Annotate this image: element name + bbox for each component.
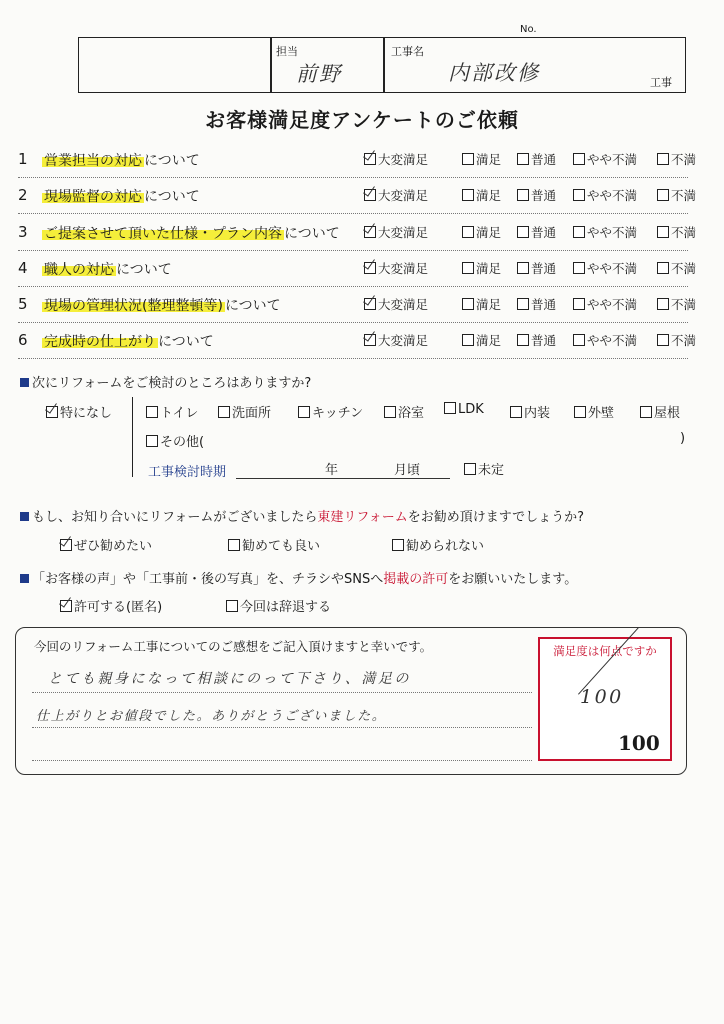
question-highlight: 完成時の仕上がり — [44, 334, 156, 350]
survey-title: お客様満足度アンケートのご依頼 — [205, 108, 519, 132]
reform-item-label: 浴室 — [398, 406, 425, 421]
rating-option-label: やや不満 — [587, 225, 638, 240]
no-label: No. — [520, 24, 537, 35]
rating-option-label: やや不満 — [587, 188, 638, 203]
reform-item-option[interactable] — [146, 402, 198, 421]
rating-option-label: 満足 — [476, 261, 502, 276]
recommend-option-label: 勧めても良い — [242, 539, 321, 554]
question-number: 3 — [18, 223, 28, 241]
rating-option[interactable] — [517, 186, 556, 204]
rating-option[interactable] — [364, 150, 428, 168]
vertical-divider — [132, 397, 133, 477]
rating-option[interactable] — [517, 295, 556, 313]
comment-line — [32, 727, 532, 728]
checkbox-icon — [574, 406, 586, 418]
question-number: 5 — [18, 295, 28, 313]
checkbox-icon — [298, 406, 310, 418]
checkbox-icon — [392, 539, 404, 551]
rating-option[interactable] — [517, 331, 556, 349]
question-row — [16, 251, 697, 287]
checkbox-icon — [384, 406, 396, 418]
checkbox-icon — [364, 153, 376, 165]
checkbox-icon — [510, 406, 522, 418]
reform-item-option[interactable] — [384, 402, 424, 421]
question-text — [42, 186, 200, 206]
reform-question — [20, 372, 311, 391]
question-text — [42, 259, 172, 279]
checkbox-icon — [218, 406, 230, 418]
rating-option-label: 大変満足 — [378, 333, 429, 348]
tanto-label: 担当 — [276, 45, 298, 58]
question-row — [16, 215, 697, 251]
reform-question-text: 次にリフォームをご検討のところはありますか? — [32, 376, 312, 391]
permission-part1: 「お客様の声」や「工事前・後の写真」を、チラシやSNSへ — [32, 572, 384, 587]
section-square-icon — [20, 378, 29, 387]
koji-label: 工事名 — [391, 45, 424, 58]
question-number: 2 — [18, 186, 28, 204]
checkbox-icon — [364, 334, 376, 346]
koji-value: 内部改修 — [448, 61, 540, 85]
reform-item-label: トイレ — [160, 406, 199, 421]
reform-other-label: その他( — [160, 435, 205, 450]
rating-option-label: 普通 — [531, 333, 557, 348]
reform-item-label: 屋根 — [654, 406, 681, 421]
question-text — [42, 295, 281, 315]
recommend-option[interactable] — [228, 535, 320, 554]
reform-item-option[interactable] — [574, 402, 614, 421]
question-suffix: について — [144, 153, 200, 169]
row-divider — [18, 213, 688, 214]
reform-none-label: 特になし — [60, 406, 113, 421]
checkbox-icon — [146, 435, 158, 447]
checkbox-icon — [640, 406, 652, 418]
recommend-prefix: もし、お知り合いにリフォームがございましたら — [32, 510, 318, 525]
checkbox-icon — [462, 153, 474, 165]
reform-item-option[interactable] — [640, 402, 680, 421]
rating-option[interactable] — [364, 295, 428, 313]
question-highlight: 職人の対応 — [44, 262, 114, 278]
rating-option-label: 普通 — [531, 225, 557, 240]
rating-option[interactable] — [573, 295, 637, 313]
rating-option[interactable] — [573, 259, 637, 277]
permission-option-label: 許可する(匿名) — [74, 600, 163, 615]
question-highlight: 現場監督の対応 — [44, 189, 142, 205]
reform-other-option[interactable] — [146, 431, 204, 450]
reform-item-label: キッチン — [312, 406, 364, 421]
rating-option-label: 満足 — [476, 152, 502, 167]
rating-option-label: 大変満足 — [378, 152, 429, 167]
permission-question — [20, 568, 577, 587]
reform-item-label: 外壁 — [588, 406, 615, 421]
score-max: 100 — [618, 731, 660, 755]
checkbox-icon — [657, 262, 669, 274]
rating-option-label: 不満 — [671, 225, 697, 240]
score-label: 満足度は何点ですか — [553, 644, 657, 658]
question-suffix: について — [116, 262, 172, 278]
question-number: 4 — [18, 259, 28, 277]
rating-option[interactable] — [657, 186, 696, 204]
header-divider — [383, 37, 385, 93]
rating-option[interactable] — [364, 331, 428, 349]
reform-item-option[interactable] — [510, 402, 550, 421]
rating-option[interactable] — [517, 259, 556, 277]
permission-option[interactable] — [226, 596, 331, 615]
checkbox-icon — [573, 153, 585, 165]
checkbox-icon — [517, 298, 529, 310]
reform-item-option[interactable] — [218, 402, 271, 421]
timing-underline — [236, 478, 450, 479]
question-number: 6 — [18, 331, 28, 349]
checkbox-icon — [228, 539, 240, 551]
question-highlight: 現場の管理状況(整理整頓等) — [44, 298, 223, 314]
rating-option[interactable] — [462, 331, 501, 349]
comment-text-line1: とても親身になって相談にのって下さり、満足の — [48, 671, 411, 687]
rating-option-label: 大変満足 — [378, 225, 429, 240]
checkbox-icon — [462, 226, 474, 238]
header-box — [78, 37, 686, 93]
rating-option[interactable] — [573, 150, 637, 168]
rating-option-label: 満足 — [476, 188, 502, 203]
rating-option-label: 普通 — [531, 297, 557, 312]
comment-text-line2: 仕上がりとお値段でした。ありがとうございました。 — [36, 709, 387, 724]
rating-option-label: 普通 — [531, 152, 557, 167]
recommend-option[interactable] — [60, 535, 152, 554]
rating-option[interactable] — [657, 331, 696, 349]
section-square-icon — [20, 512, 29, 521]
recommend-suffix: をお勧め頂けますでしょうか? — [407, 510, 585, 525]
question-row — [16, 178, 697, 214]
question-row — [16, 323, 697, 359]
rating-option-label: 不満 — [671, 261, 697, 276]
rating-option[interactable] — [657, 259, 696, 277]
checkbox-icon — [517, 226, 529, 238]
permission-option[interactable] — [60, 596, 162, 615]
checkbox-icon — [573, 334, 585, 346]
checkbox-icon — [146, 406, 158, 418]
checkbox-icon — [517, 262, 529, 274]
section-square-icon — [20, 574, 29, 583]
checkbox-icon — [657, 298, 669, 310]
rating-option[interactable] — [462, 295, 501, 313]
question-suffix: について — [224, 298, 281, 314]
checkbox-icon — [364, 189, 376, 201]
koji-suffix: 工事 — [650, 76, 672, 89]
permission-part2: をお願いいたします。 — [448, 572, 578, 587]
score-value: 100 — [580, 686, 624, 708]
reform-none-option[interactable] — [46, 402, 112, 421]
rating-option-label: 不満 — [671, 297, 697, 312]
checkbox-icon — [657, 226, 669, 238]
reform-other-close: ) — [680, 431, 686, 446]
timing-year: 年 — [325, 463, 339, 478]
checkbox-icon — [226, 600, 238, 612]
question-suffix: について — [144, 189, 200, 205]
question-highlight: ご提案させて頂いた仕様・プラン内容 — [44, 226, 282, 242]
tanto-value: 前野 — [296, 62, 342, 86]
rating-option-label: 不満 — [671, 152, 697, 167]
checkbox-icon — [517, 153, 529, 165]
question-highlight: 営業担当の対応 — [44, 153, 142, 169]
checkbox-icon — [573, 189, 585, 201]
permission-option-label: 今回は辞退する — [240, 600, 332, 615]
rating-option-label: 大変満足 — [378, 188, 429, 203]
rating-option[interactable] — [657, 223, 696, 241]
reform-item-option[interactable] — [444, 402, 484, 417]
checkbox-icon — [60, 600, 72, 612]
rating-option-label: やや不満 — [587, 297, 638, 312]
rating-option[interactable] — [657, 295, 696, 313]
timing-label: 工事検討時期 — [148, 465, 227, 480]
rating-option-label: 大変満足 — [378, 261, 429, 276]
checkbox-icon — [462, 334, 474, 346]
checkbox-icon — [462, 189, 474, 201]
rating-option[interactable] — [364, 186, 428, 204]
recommend-option[interactable] — [392, 535, 484, 554]
timing-undecided-option[interactable] — [464, 459, 504, 478]
question-row — [16, 287, 697, 323]
rating-option[interactable] — [462, 186, 501, 204]
rating-option-label: 大変満足 — [378, 297, 429, 312]
checkbox-icon — [573, 226, 585, 238]
rating-option[interactable] — [573, 186, 637, 204]
question-suffix: について — [284, 226, 340, 242]
recommend-option-label: 勧められない — [406, 539, 485, 554]
recommend-question — [20, 506, 584, 525]
rating-option-label: やや不満 — [587, 152, 638, 167]
reform-item-label: 洗面所 — [232, 406, 272, 421]
rating-option-label: 満足 — [476, 297, 502, 312]
recommend-option-label: ぜひ勧めたい — [74, 539, 153, 554]
rating-option[interactable] — [657, 150, 696, 168]
question-text — [42, 331, 214, 351]
reform-item-option[interactable] — [298, 402, 363, 421]
header-divider — [270, 37, 272, 93]
undecided-label: 未定 — [478, 463, 505, 478]
checkbox-icon — [462, 262, 474, 274]
question-row — [16, 142, 697, 178]
question-text — [42, 150, 200, 170]
rating-option-label: 普通 — [531, 188, 557, 203]
checkbox-icon — [364, 262, 376, 274]
rating-option-label: 普通 — [531, 261, 557, 276]
rating-option[interactable] — [462, 223, 501, 241]
rating-option-label: やや不満 — [587, 261, 638, 276]
rating-option[interactable] — [573, 331, 637, 349]
recommend-company: 東建リフォーム — [317, 510, 408, 525]
question-text — [42, 223, 340, 243]
comment-line — [32, 692, 532, 693]
checkbox-icon — [657, 334, 669, 346]
checkbox-icon — [573, 262, 585, 274]
permission-red: 掲載の許可 — [383, 572, 449, 587]
checkbox-icon — [46, 406, 58, 418]
checkbox-icon — [444, 402, 456, 414]
rating-option[interactable] — [517, 150, 556, 168]
checkbox-icon — [464, 463, 476, 475]
checkbox-icon — [573, 298, 585, 310]
reform-item-label: LDK — [458, 402, 484, 417]
checkbox-icon — [657, 189, 669, 201]
rating-option-label: 満足 — [476, 225, 502, 240]
checkbox-icon — [657, 153, 669, 165]
checkbox-icon — [364, 226, 376, 238]
rating-option-label: 不満 — [671, 188, 697, 203]
timing-month: 月頃 — [394, 463, 421, 478]
checkbox-icon — [60, 539, 72, 551]
rating-option[interactable] — [364, 259, 428, 277]
rating-option[interactable] — [517, 223, 556, 241]
checkbox-icon — [517, 189, 529, 201]
reform-item-label: 内装 — [524, 406, 551, 421]
comment-line — [32, 760, 532, 761]
checkbox-icon — [462, 298, 474, 310]
comment-label: 今回のリフォーム工事についてのご感想をご記入頂けますと幸いです。 — [34, 639, 433, 654]
rating-option[interactable] — [462, 259, 501, 277]
rating-option-label: やや不満 — [587, 333, 638, 348]
rating-option[interactable] — [462, 150, 501, 168]
rating-option-label: 満足 — [476, 333, 502, 348]
rating-option-label: 不満 — [671, 333, 697, 348]
checkbox-icon — [517, 334, 529, 346]
question-suffix: について — [158, 334, 214, 350]
checkbox-icon — [364, 298, 376, 310]
rating-option[interactable] — [573, 223, 637, 241]
question-number: 1 — [18, 150, 28, 168]
rating-option[interactable] — [364, 223, 428, 241]
row-divider — [18, 358, 688, 359]
